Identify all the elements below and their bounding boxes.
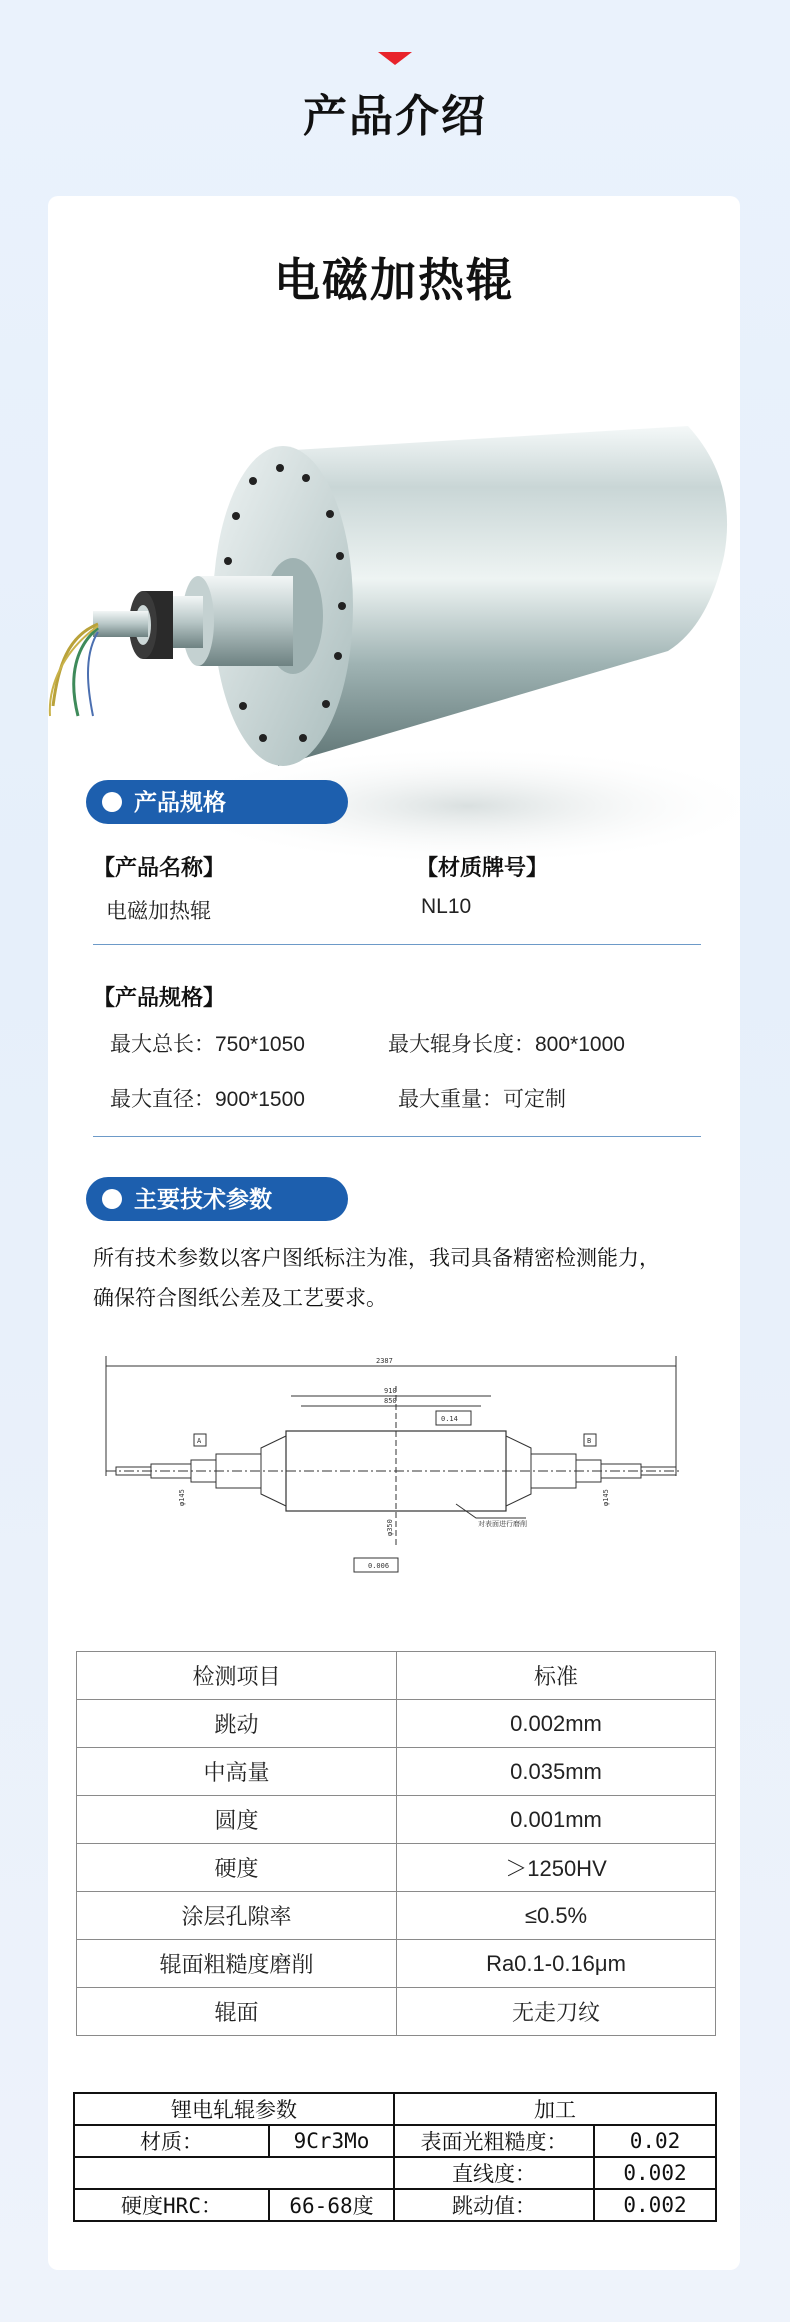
table-row — [77, 1940, 716, 1988]
table-cell-item: 圆度 — [77, 1796, 397, 1844]
param-title-left: 锂电轧辊参数 — [74, 2093, 394, 2125]
table-cell-standard: 无走刀纹 — [397, 1988, 716, 2036]
table-cell-standard: 0.002mm — [397, 1700, 716, 1748]
table-header-row — [77, 1652, 716, 1700]
bullet-dot-icon — [102, 1189, 122, 1209]
material-value-cell: 9Cr3Mo — [269, 2125, 394, 2157]
bullet-dot-icon — [102, 792, 122, 812]
max-diameter-text: 最大直径：900*1500 — [110, 1088, 305, 1111]
hardness-label-cell: 硬度HRC： — [74, 2189, 269, 2221]
roughness-label-cell: 表面光粗糙度： — [394, 2125, 594, 2157]
table-row — [74, 2157, 716, 2189]
tech-description-line: 确保符合图纸公差及工艺要求。 — [93, 1287, 387, 1310]
table-cell-standard: 0.035mm — [397, 1748, 716, 1796]
max-body-length-text: 最大辊身长度：800*1000 — [388, 1033, 625, 1056]
roller-parameter-table — [73, 2092, 717, 2222]
tech-section-pill — [86, 1177, 348, 1221]
empty-cell — [74, 2157, 394, 2189]
dia-center-text: φ350 — [386, 1519, 394, 1536]
table-cell-standard: Ra0.1-0.16μm — [397, 1940, 716, 1988]
table-cell-item: 辊面 — [77, 1988, 397, 2036]
table-row — [74, 2125, 716, 2157]
table-cell-standard: ≤0.5% — [397, 1892, 716, 1940]
table-cell-item: 涂层孔隙率 — [77, 1892, 397, 1940]
product-title: 电磁加热辊 — [274, 254, 514, 306]
roughness-value-cell: 0.02 — [594, 2125, 716, 2157]
straightness-label-cell: 直线度： — [394, 2157, 594, 2189]
product-name-label: 【产品名称】 — [93, 855, 226, 880]
table-cell-standard: 0.001mm — [397, 1796, 716, 1844]
material-grade-value: NL10 — [421, 895, 472, 918]
table-row — [77, 1700, 716, 1748]
datum-a-text: A — [197, 1437, 202, 1445]
table-row — [77, 1796, 716, 1844]
dim-mid1-text: 910 — [384, 1387, 397, 1395]
table-cell-item: 跳动 — [77, 1700, 397, 1748]
engineering-drawing — [96, 1336, 692, 1596]
grind-note-text: 对表面进行磨削 — [478, 1520, 527, 1528]
dia-left-text: φ145 — [178, 1489, 186, 1506]
material-label-cell: 材质： — [74, 2125, 269, 2157]
spec-section-label: 产品规格 — [134, 789, 226, 815]
page-title: 产品介绍 — [303, 92, 487, 141]
datum-b-text: B — [587, 1437, 592, 1445]
table-cell-item: 中高量 — [77, 1748, 397, 1796]
spec-section-pill — [86, 780, 348, 824]
tech-section-label: 主要技术参数 — [134, 1186, 272, 1212]
table-row — [77, 1892, 716, 1940]
hardness-value-cell: 66-68度 — [269, 2189, 394, 2221]
table-cell-item: 硬度 — [77, 1844, 397, 1892]
runout-label-cell: 跳动值： — [394, 2189, 594, 2221]
max-weight-text: 最大重量：可定制 — [398, 1088, 566, 1111]
table-row — [77, 1844, 716, 1892]
table-row — [74, 2093, 716, 2125]
table-cell-standard: ＞1250HV — [397, 1844, 716, 1892]
dia-right-text: φ145 — [602, 1489, 610, 1506]
table-row — [77, 1988, 716, 2036]
inspection-table — [76, 1651, 716, 2036]
divider-line — [93, 1136, 701, 1137]
product-card — [48, 196, 740, 2270]
table-row — [77, 1748, 716, 1796]
roller-product-image — [48, 306, 740, 946]
straightness-value-cell: 0.002 — [594, 2157, 716, 2189]
table-header-cell: 标准 — [397, 1652, 716, 1700]
tech-description-line: 所有技术参数以客户图纸标注为准，我司具备精密检测能力， — [93, 1247, 660, 1270]
dim-mid2-text: 850 — [384, 1397, 397, 1405]
max-length-text: 最大总长：750*1050 — [110, 1033, 305, 1056]
header-marker-triangle — [378, 52, 412, 65]
tech-description — [93, 1239, 713, 1319]
divider-line — [93, 944, 701, 945]
table-cell-item: 辊面粗糙度磨削 — [77, 1940, 397, 1988]
table-header-cell: 检测项目 — [77, 1652, 397, 1700]
dim-total-text: 2387 — [376, 1357, 393, 1365]
tolerance-mid-text: 0.14 — [441, 1415, 458, 1423]
material-grade-label: 【材质牌号】 — [416, 855, 549, 880]
product-name-value: 电磁加热辊 — [106, 900, 211, 923]
runout-text: 0.006 — [368, 1562, 390, 1570]
product-spec-label: 【产品规格】 — [93, 985, 226, 1010]
param-title-right: 加工 — [394, 2093, 716, 2125]
table-row — [74, 2189, 716, 2221]
runout-value-cell: 0.002 — [594, 2189, 716, 2221]
